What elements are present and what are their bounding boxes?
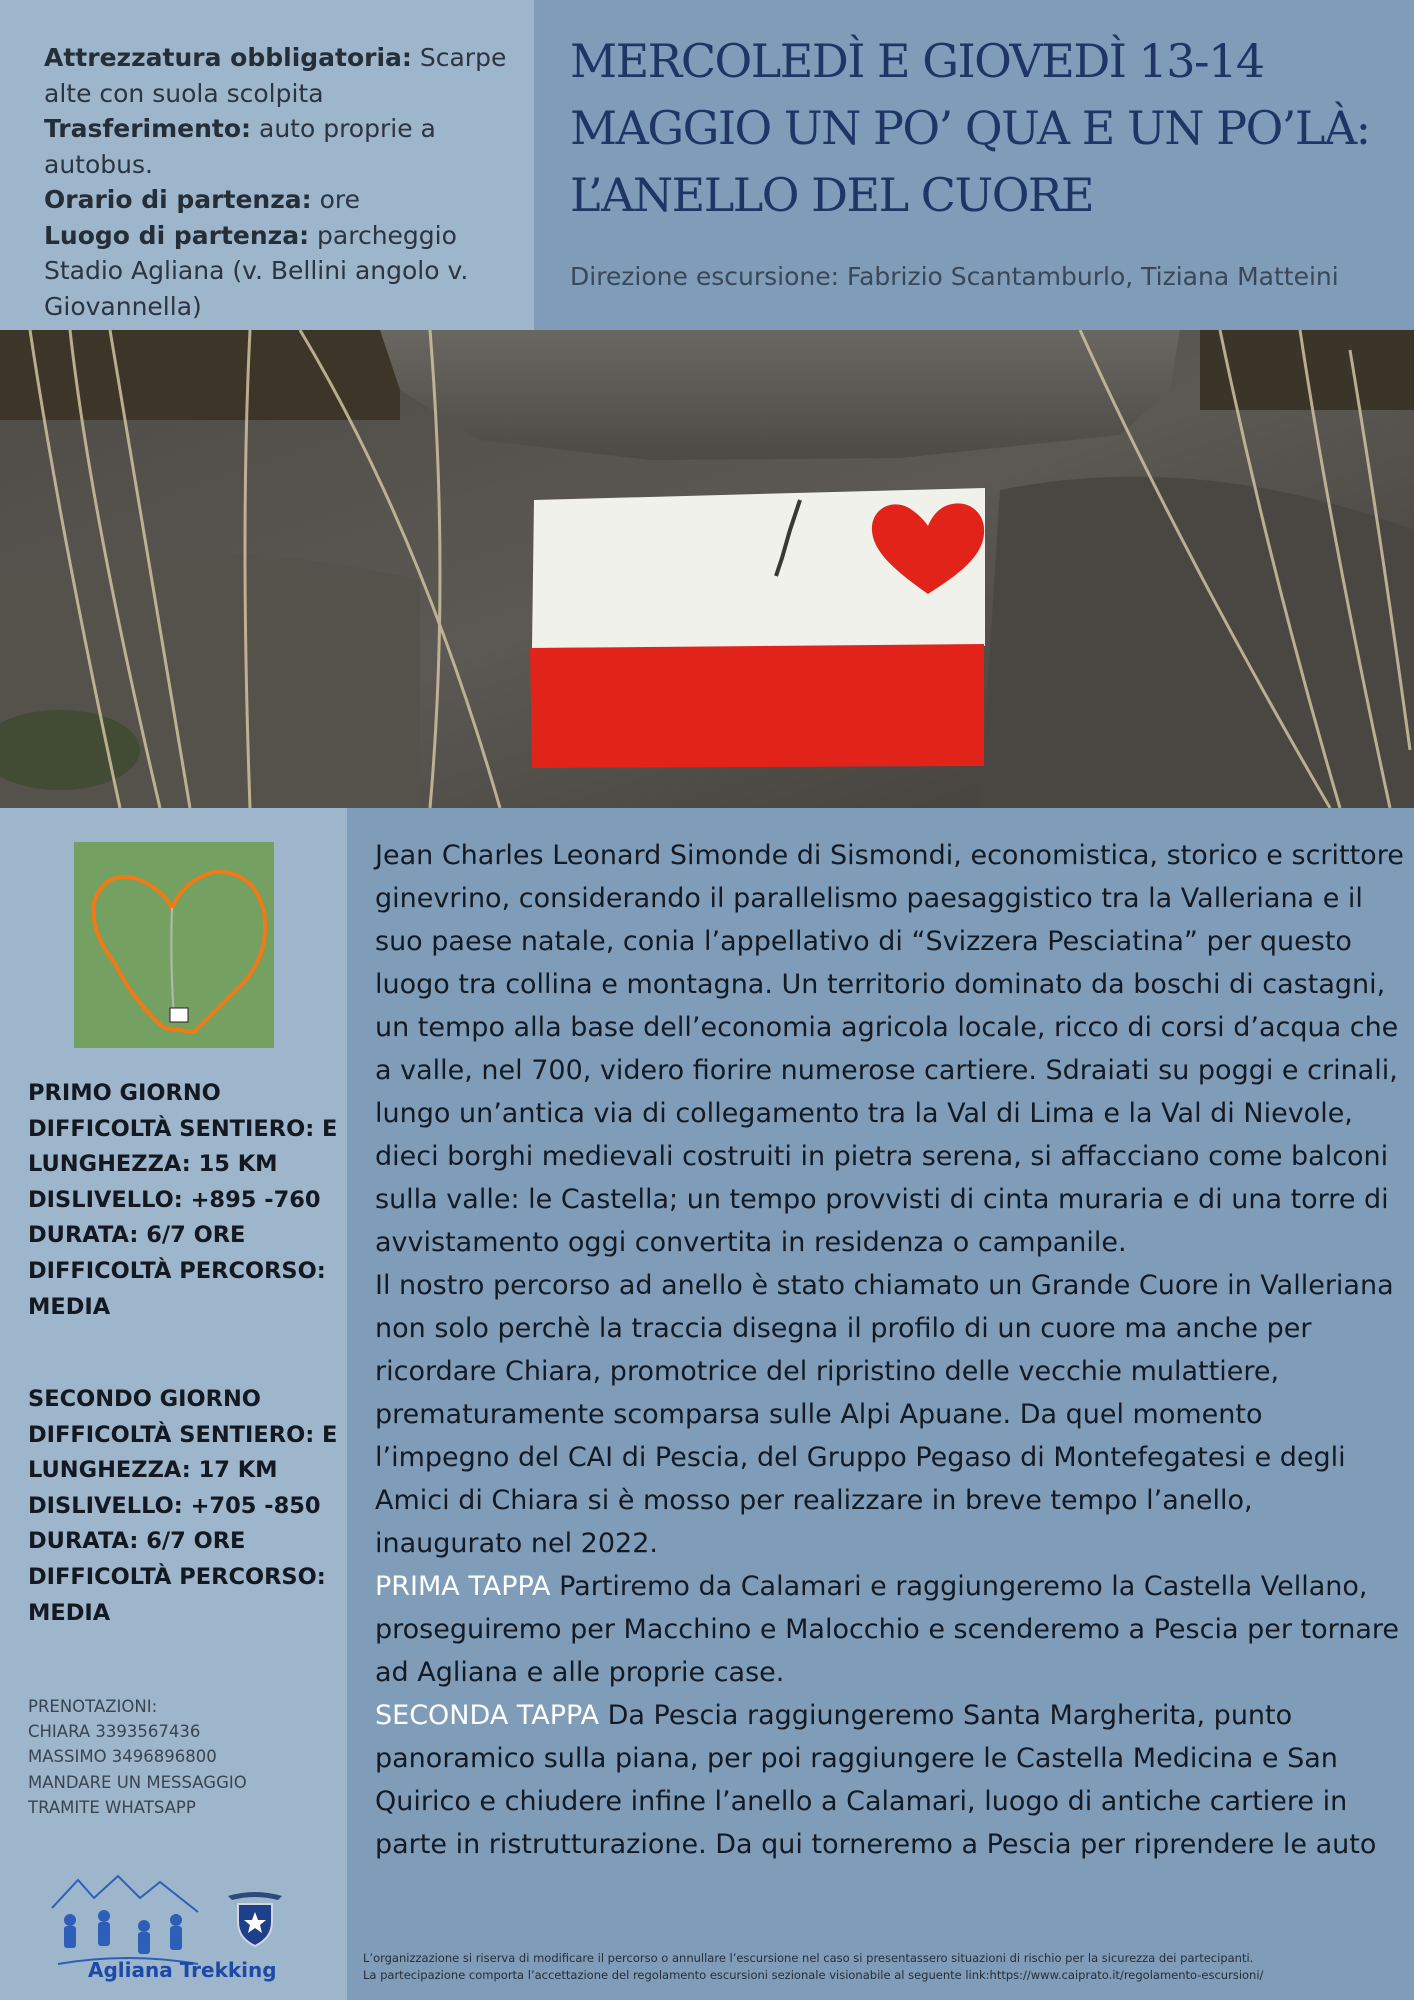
description-panel — [347, 808, 1414, 2000]
equipment-info-panel — [0, 0, 534, 330]
info-transfer: Trasferimento: auto proprie a autobus. — [44, 114, 436, 179]
info-equipment: Attrezzatura obbligatoria: Scarpe alte con suola scolpita — [44, 43, 507, 108]
excursion-direction: Direzione escursione: Fabrizio Scantamburlo, Tiziana Matteini — [570, 262, 1339, 291]
disclaimer-footer: L’organizzazione si riserva di modificare il percorso o annullare l’escursione nel caso si presentassero situazioni di rischio per la sicurezza dei partecipanti. La partecipazione comporta l’accettazione del regolamento escursioni sezionale visionabile al seguente link:https://www.caiprato.it/regolamento-escursioni/ — [363, 1951, 1264, 1982]
intro-paragraph: Jean Charles Leonard Simonde di Sismondi, economistica, storico e scrittore ginevrino, considerando il parallelismo paesaggistico tra la Valleriana e il suo paese natale, conia l’appellativo di “Svizzera Pesciatina” per questo luogo tra collina e montagna. Un territorio dominato da boschi di castagni, un tempo alla base dell’economia agricola locale, ricco di corsi d’acqua che a valle, nel 700, videro fiorire numerose cartiere. Sdraiati su poggi e crinali, lungo un’antica via di collegamento tra la Val di Lima e la Val di Nievole, dieci borghi medievali costruiti in pietra serena, si affacciano come balconi sulla valle: le Castella; un tempo provvisti di cinta muraria e di una torre di avvistamento oggi convertita in residenza o campanile. — [375, 840, 1404, 1258]
first-stage-label: PRIMA TAPPA — [375, 1571, 551, 1602]
heart-ring-paragraph: Il nostro percorso ad anello è stato chiamato un Grande Cuore in Valleriana non solo perchè la traccia disegna il profilo di un cuore ma anche per ricordare Chiara, promotrice del ripristino delle vecchie mulattiere, prematuramente scomparsa sulle Alpi Apuane. Da quel momento l’impegno del CAI di Pescia, del Gruppo Pegaso di Montefegatesi e degli Amici di Chiara si è mosso per realizzare in breve tempo l’anello, inaugurato nel 2022. — [375, 1270, 1394, 1559]
first-stage-text: Partiremo da Calamari e raggiungeremo la Castella Vellano, proseguiremo per Macchino e Malocchio e scenderemo a Pescia per tornare ad Agliana e alle proprie case. — [375, 1571, 1400, 1688]
second-stage-text: Da Pescia raggiungeremo Santa Margherita, punto panoramico sulla piana, per poi raggiungere le Castella Medicina e San Quirico e chiudere infine l’anello a Calamari, luogo di antiche cartiere in parte in ristrutturazione. Da qui torneremo a Pescia per riprendere le auto — [375, 1700, 1377, 1860]
rock-with-heart-trail-marker — [0, 330, 1414, 808]
day2-stats: SECONDO GIORNO DIFFICOLTÀ SENTIERO: E LUNGHEZZA: 17 KM DISLIVELLO: +705 -850 DURATA: 6/7 ORE DIFFICOLTÀ PERCORSO: MEDIA — [28, 1386, 338, 1626]
booking-contacts: PRENOTAZIONI: CHIARA 3393567436 MASSIMO 3496896800 MANDARE UN MESSAGGIO TRAMITE WHATSAPP — [28, 1697, 247, 1817]
info-departure-place: Luogo di partenza: parcheggio Stadio Agliana (v. Bellini angolo v. Giovannella) — [44, 220, 469, 321]
route-map-image — [74, 842, 274, 1048]
agliana-trekking-logo-text: Agliana Trekking — [88, 1958, 277, 1982]
cai-emblem-icon — [224, 1888, 286, 1950]
page-title: MERCOLEDÌ E GIOVEDÌ 13-14 MAGGIO UN PO’ QUA E UN PO’LÀ: L’ANELLO DEL CUORE — [570, 34, 1370, 222]
second-stage-label: SECONDA TAPPA — [375, 1700, 600, 1731]
trail-marker-photo — [0, 330, 1414, 808]
route-details-panel — [0, 808, 347, 2000]
info-departure-time: Orario di partenza: ore — [44, 185, 360, 214]
description-body — [375, 834, 1405, 1866]
day1-stats: PRIMO GIORNO DIFFICOLTÀ SENTIERO: E LUNGHEZZA: 15 KM DISLIVELLO: +895 -760 DURATA: 6/7 ORE DIFFICOLTÀ PERCORSO: MEDIA — [28, 1080, 338, 1320]
title-panel — [534, 0, 1414, 330]
